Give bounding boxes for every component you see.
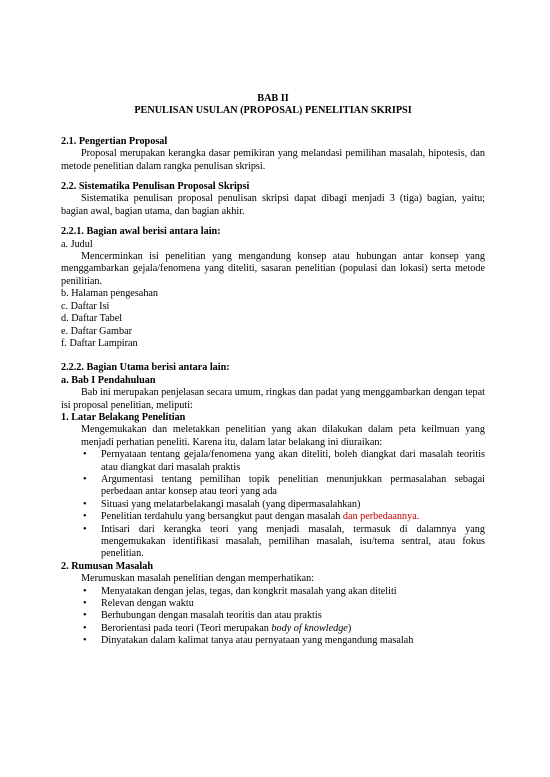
- section-text-2-2: Sistematika penulisan proposal penulisan skripsi dapat dibagi menjadi 3 (tiga) bagian, yaitu; bagian awal, bagian utama, dan bagian akhir.: [61, 193, 485, 217]
- section-text-2-1: Proposal merupakan kerangka dasar pemikiran yang melandasi pemilihan masalah, hipotesis, dan metode penelitian dalam rangka penulisan skripsi.: [61, 148, 485, 172]
- list-item: [81, 511, 485, 523]
- list-item-text: Pernyataan tentang gejala/fenomena yang akan diteliti, boleh diangkat dari masalah teoritis atau diangkat dari masalah praktis: [101, 449, 485, 473]
- bab1-text: Bab ini merupakan penjelasan secara umum, ringkas dan padat yang menggambarkan dengan tepat isi proposal penelitian, meliputi:: [61, 387, 485, 411]
- item-c-label: c. Daftar Isi: [61, 300, 110, 312]
- item-e-label: e. Daftar Gambar: [61, 325, 132, 337]
- bullet-icon: •: [83, 523, 87, 535]
- item-a-label: a. Judul: [61, 238, 93, 250]
- list-item-text: Situasi yang melatarbelakangi masalah (yang dipermasalahkan): [101, 498, 361, 510]
- bullet-icon: •: [83, 473, 87, 485]
- list-item: [81, 623, 485, 635]
- rumusan-bullet-list: [81, 586, 485, 648]
- bullet-icon: •: [83, 598, 87, 610]
- latar-heading: 1. Latar Belakang Penelitian: [61, 411, 186, 423]
- latar-text: Mengemukakan dan meletakkan penelitian yang akan dilakukan dalam peta keilmuan yang menjadi perhatian peneliti. Karena itu, dalam latar belakang ini diuraikan:: [81, 424, 485, 448]
- list-item-text: Intisari dari kerangka teori yang menjadi masalah, termasuk di dalamnya yang mengemukakan identifikasi masalah, pemilihan masalah, isu/tema sentral, atau fokus penelitian.: [101, 523, 485, 560]
- list-item: [81, 449, 485, 474]
- list-item-text-highlight: dan perbedaannya.: [342, 511, 420, 523]
- section-heading-2-2-1: 2.2.1. Bagian awal berisi antara lain:: [61, 226, 221, 238]
- chapter-title: BAB II: [257, 93, 289, 104]
- section-heading-2-1: 2.1. Pengertian Proposal: [61, 135, 168, 147]
- rumusan-heading: 2. Rumusan Masalah: [61, 560, 153, 572]
- item-a-text: Mencerminkan isi penelitian yang mengandung konsep atau hubungan antar konsep yang menggambarkan gejala/fenomena yang diteliti, sasaran penelitian (populasi dan lokasi) serta metode penilitian.: [61, 251, 485, 287]
- list-item-text: Menyatakan dengan jelas, tegas, dan kongkrit masalah yang akan diteliti: [101, 585, 397, 597]
- bullet-icon: •: [83, 511, 87, 523]
- rumusan-text: Merumuskan masalah penelitian dengan memperhatikan:: [81, 573, 315, 585]
- list-item: [81, 474, 485, 499]
- list-item: [81, 635, 485, 647]
- bullet-icon: •: [83, 635, 87, 647]
- list-item-text: Berhubungan dengan masalah teoritis dan atau praktis: [101, 610, 322, 622]
- chapter-subtitle: PENULISAN USULAN (PROPOSAL) PENELITIAN SKRIPSI: [134, 105, 412, 117]
- list-item-text: Relevan dengan waktu: [101, 598, 194, 610]
- item-f-label: f. Daftar Lampiran: [61, 337, 138, 349]
- item-b-label: b. Halaman pengesahan: [61, 288, 159, 300]
- bullet-icon: •: [83, 610, 87, 622]
- latar-bullet-list: [81, 449, 485, 561]
- section-heading-2-2: 2.2. Sistematika Penulisan Proposal Skripsi: [61, 181, 250, 193]
- list-item: [81, 524, 485, 561]
- section-heading-2-2-2: 2.2.2. Bagian Utama berisi antara lain:: [61, 362, 230, 374]
- list-item: [81, 499, 485, 511]
- list-item: [81, 610, 485, 622]
- list-item: [81, 598, 485, 610]
- list-item-text: Argumentasi tentang pemilihan topik penelitian menunjukkan permasalahan sebagai perbedaan antar konsep atau teori yang ada: [101, 473, 485, 498]
- list-item-text: Dinyatakan dalam kalimat tanya atau pernyataan yang mengandung masalah: [101, 635, 414, 647]
- item-d-label: d. Daftar Tabel: [61, 313, 123, 325]
- bullet-icon: •: [83, 585, 87, 597]
- list-item: [81, 586, 485, 598]
- document-page: [61, 93, 485, 648]
- bab1-heading: a. Bab I Pendahuluan: [61, 374, 156, 386]
- list-item-text-italic: body of knowledge: [271, 622, 348, 634]
- list-item-text: Penelitian terdahulu yang bersangkut paut dengan masalah: [101, 511, 343, 523]
- list-item-text: Berorientasi pada teori (Teori merupakan: [101, 622, 272, 634]
- bullet-icon: •: [83, 449, 87, 461]
- bullet-icon: •: [83, 622, 87, 634]
- bullet-icon: •: [83, 498, 87, 510]
- list-item-text-end: ): [347, 622, 352, 634]
